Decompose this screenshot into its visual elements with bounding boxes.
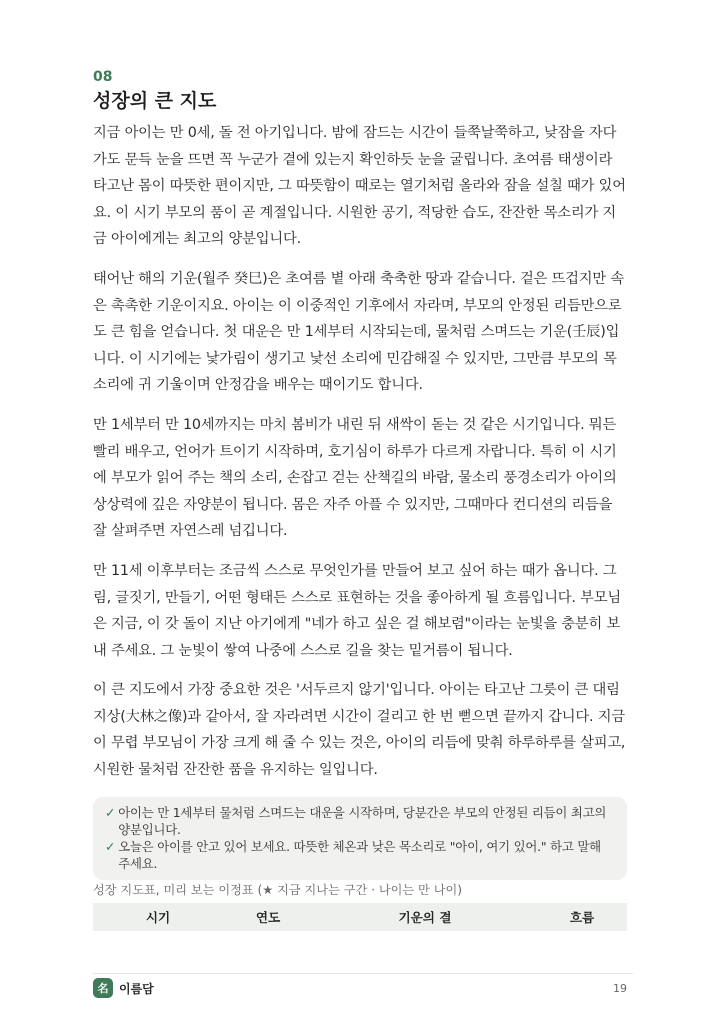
table-header-row — [93, 903, 627, 931]
summary-callout — [93, 797, 627, 880]
column-header-flow: 흐름 — [537, 903, 627, 931]
section-number: 08 — [93, 69, 113, 85]
callout-item — [105, 838, 615, 872]
column-header-year: 연도 — [223, 903, 313, 931]
callout-text: 오늘은 아이를 안고 있어 보세요. 따뜻한 체온과 낮은 목소리로 "아이, 여기 있어." 하고 말해 주세요. — [118, 838, 601, 871]
callout-text: 아이는 만 1세부터 물처럼 스며드는 대운을 시작하며, 당분간은 부모의 안정된 리듬이 최고의 양분입니다. — [118, 804, 607, 837]
page-content — [93, 68, 627, 931]
brand-name: 이름담 — [119, 981, 154, 996]
growth-table — [93, 903, 627, 931]
column-header-period: 시기 — [93, 903, 223, 931]
check-icon: ✓ — [105, 838, 116, 854]
table-caption: 성장 지도표, 미리 보는 이정표 (★ 지금 지나는 구간 · 나이는 만 나이) — [93, 882, 462, 897]
column-header-energy: 기운의 결 — [313, 903, 537, 931]
paragraph: 만 11세 이후부터는 조금씩 스스로 무엇인가를 만들어 보고 싶어 하는 때가 옵니다. 그림, 글짓기, 만들기, 어떤 형태든 스스로 표현하는 것을 좋아하게 될 흐름입니다. 부모님은 지금, 이 갓 돌이 지난 아기에게 "네가 하고 싶은 걸 해보렴"이라는 눈빛을 충분히 보내 주세요. 그 눈빛이 쌓여 나중에 스스로 길을 찾는 밑거름이 됩니다. — [93, 562, 621, 659]
section-title: 성장의 큰 지도 — [93, 90, 217, 112]
check-icon: ✓ — [105, 804, 116, 820]
brand-logo-icon: 名 — [93, 978, 113, 998]
page-number: 19 — [613, 981, 627, 995]
paragraph: 만 1세부터 만 10세까지는 마치 봄비가 내린 뒤 새싹이 돋는 것 같은 시기입니다. 뭐든 빨리 배우고, 언어가 트이기 시작하며, 호기심이 하루가 다르게 자랍니다. 특히 이 시기에 부모가 읽어 주는 책의 소리, 손잡고 걷는 산책길의 바람, 물소리 풍경소리가 아이의 상상력에 깊은 자양분이 됩니다. 몸은 자주 아플 수 있지만, 그때마다 컨디션의 리듬을 잘 살펴주면 자연스레 넘깁니다. — [93, 416, 617, 540]
paragraph: 이 큰 지도에서 가장 중요한 것은 '서두르지 않기'입니다. 아이는 타고난 그릇이 큰 대림지상(大林之像)과 같아서, 잘 자라려면 시간이 걸리고 한 번 뻗으면 끝까지 갑니다. 지금 이 무렵 부모님이 가장 크게 해 줄 수 있는 것은, 아이의 리듬에 맞춰 하루하루를 살피고, 시원한 물처럼 잔잔한 품을 유지하는 일입니다. — [93, 682, 626, 779]
page-footer — [93, 973, 633, 998]
paragraph: 지금 아이는 만 0세, 돌 전 아기입니다. 밤에 잠드는 시간이 들쭉날쭉하고, 낮잠을 자다가도 문득 눈을 뜨면 꼭 누군가 곁에 있는지 확인하듯 눈을 굴립니다. 초여름 태생이라 타고난 몸이 따뜻한 편이지만, 그 따뜻함이 때로는 열기처럼 올라와 잠을 설칠 때가 있어요. 이 시기 부모의 품이 곧 계절입니다. 시원한 공기, 적당한 습도, 잔잔한 목소리가 지금 아이에게는 최고의 양분입니다. — [93, 125, 626, 248]
callout-item — [105, 804, 615, 838]
paragraph: 태어난 해의 기운(월주 癸巳)은 초여름 볕 아래 축축한 땅과 같습니다. 겉은 뜨겁지만 속은 촉촉한 기운이지요. 아이는 이 이중적인 기후에서 자라며, 부모의 안정된 리듬만으로도 큰 힘을 얻습니다. 첫 대운은 만 1세부터 시작되는데, 물처럼 스며드는 기운(壬辰)입니다. 이 시기에는 낯가림이 생기고 낯선 소리에 민감해질 수 있지만, 그만큼 부모의 목소리에 귀 기울이며 안정감을 배우는 때이기도 합니다. — [93, 270, 624, 394]
